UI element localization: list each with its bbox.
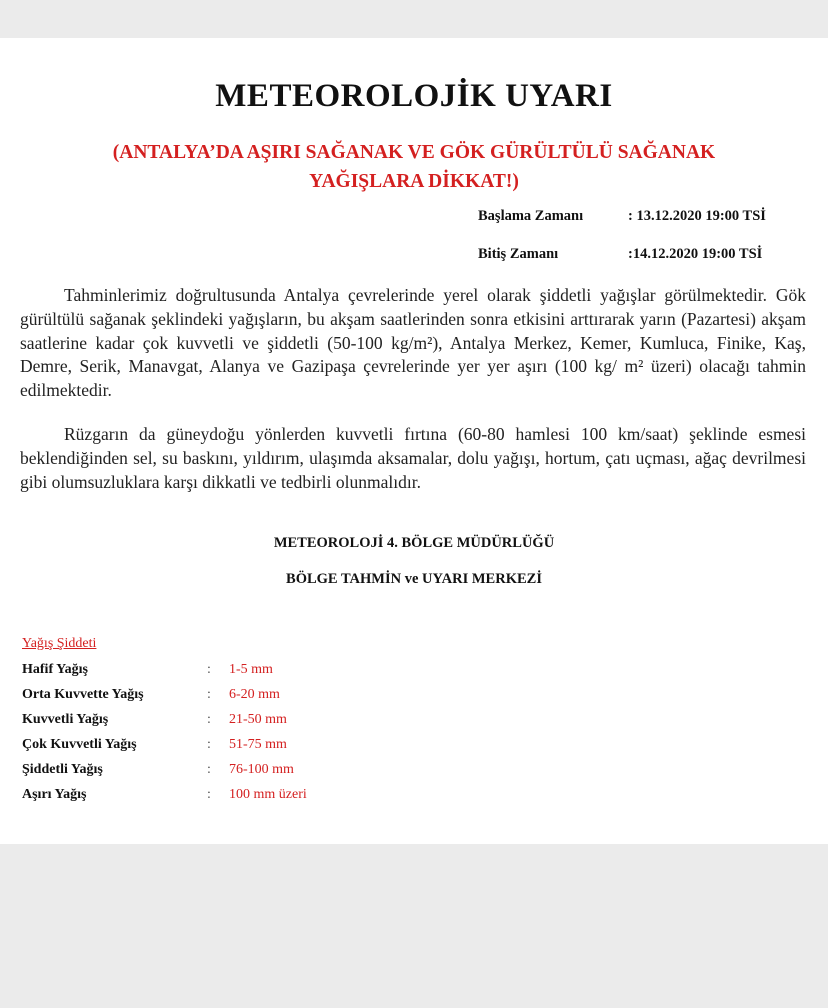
scale-separator: : bbox=[207, 687, 211, 702]
scale-separator: : bbox=[207, 787, 211, 802]
scale-value: 51-75 mm bbox=[229, 737, 287, 752]
scale-separator: : bbox=[207, 762, 211, 777]
end-time-label: Bitiş Zamanı bbox=[478, 246, 559, 262]
start-time-value: : 13.12.2020 19:00 TSİ bbox=[628, 208, 766, 224]
scale-label: Kuvvetli Yağış bbox=[22, 712, 109, 727]
precipitation-scale-title: Yağış Şiddeti bbox=[22, 636, 97, 651]
scale-row bbox=[22, 687, 422, 711]
scale-value: 21-50 mm bbox=[229, 712, 287, 727]
scale-separator: : bbox=[207, 712, 211, 727]
end-time-value: :14.12.2020 19:00 TSİ bbox=[628, 246, 763, 262]
scale-separator: : bbox=[207, 662, 211, 677]
office-name: METEOROLOJİ 4. BÖLGE MÜDÜRLÜĞÜ bbox=[273, 535, 555, 551]
document-page bbox=[0, 38, 828, 844]
scale-value: 6-20 mm bbox=[229, 687, 280, 702]
forecast-paragraph: Tahminlerimiz doğrultusunda Antalya çevrelerinde yerel olarak şiddetli yağışlar görülmektedir. Gök gürültülü sağanak şeklindeki yağışların, bu akşam saatlerinden sonra etkisini arttırarak yarın (Pazartesi) akşam saatlerine kadar çok kuvvetli ve şiddetli (50-100 kg/m²), Antalya Merkez, Kemer, Kumluca, Finike, Kaş, Demre, Serik, Manavgat, Alanya ve Gazipaşa çevrelerinde yer yer aşırı (100 kg/ m² üzeri) olacağı tahmin edilmektedir. bbox=[20, 285, 806, 401]
scale-label: Orta Kuvvette Yağış bbox=[22, 687, 144, 702]
end-time-row bbox=[0, 246, 828, 270]
scale-separator: : bbox=[207, 737, 211, 752]
scale-value: 76-100 mm bbox=[229, 762, 294, 777]
scale-value: 100 mm üzeri bbox=[229, 787, 307, 802]
scale-row bbox=[22, 762, 422, 786]
scale-value: 1-5 mm bbox=[229, 662, 273, 677]
document-subtitle: (ANTALYA’DA AŞIRI SAĞANAK VE GÖK GÜRÜLTÜLÜ SAĞANAK YAĞIŞLARA DİKKAT!) bbox=[112, 142, 716, 192]
scale-label: Hafif Yağış bbox=[22, 662, 88, 677]
scale-label: Şiddetli Yağış bbox=[22, 762, 103, 777]
scale-label: Çok Kuvvetli Yağış bbox=[22, 737, 137, 752]
start-time-row bbox=[0, 208, 828, 232]
document-title: METEOROLOJİK UYARI bbox=[215, 78, 613, 114]
scale-row bbox=[22, 662, 422, 686]
scale-label: Aşırı Yağış bbox=[22, 787, 87, 802]
scale-row bbox=[22, 737, 422, 761]
scale-row bbox=[22, 787, 422, 811]
start-time-label: Başlama Zamanı bbox=[478, 208, 584, 224]
scale-row bbox=[22, 712, 422, 736]
office-department: BÖLGE TAHMİN ve UYARI MERKEZİ bbox=[286, 571, 542, 587]
warning-paragraph: Rüzgarın da güneydoğu yönlerden kuvvetli fırtına (60-80 hamlesi 100 km/saat) şeklinde esmesi beklendiğinden sel, su baskını, yıldırım, ulaşımda aksamalar, dolu yağışı, hortum, çatı uçması, ağaç devrilmesi gibi olumsuzluklara karşı dikkatli ve tedbirli olunmalıdır. bbox=[20, 424, 806, 492]
